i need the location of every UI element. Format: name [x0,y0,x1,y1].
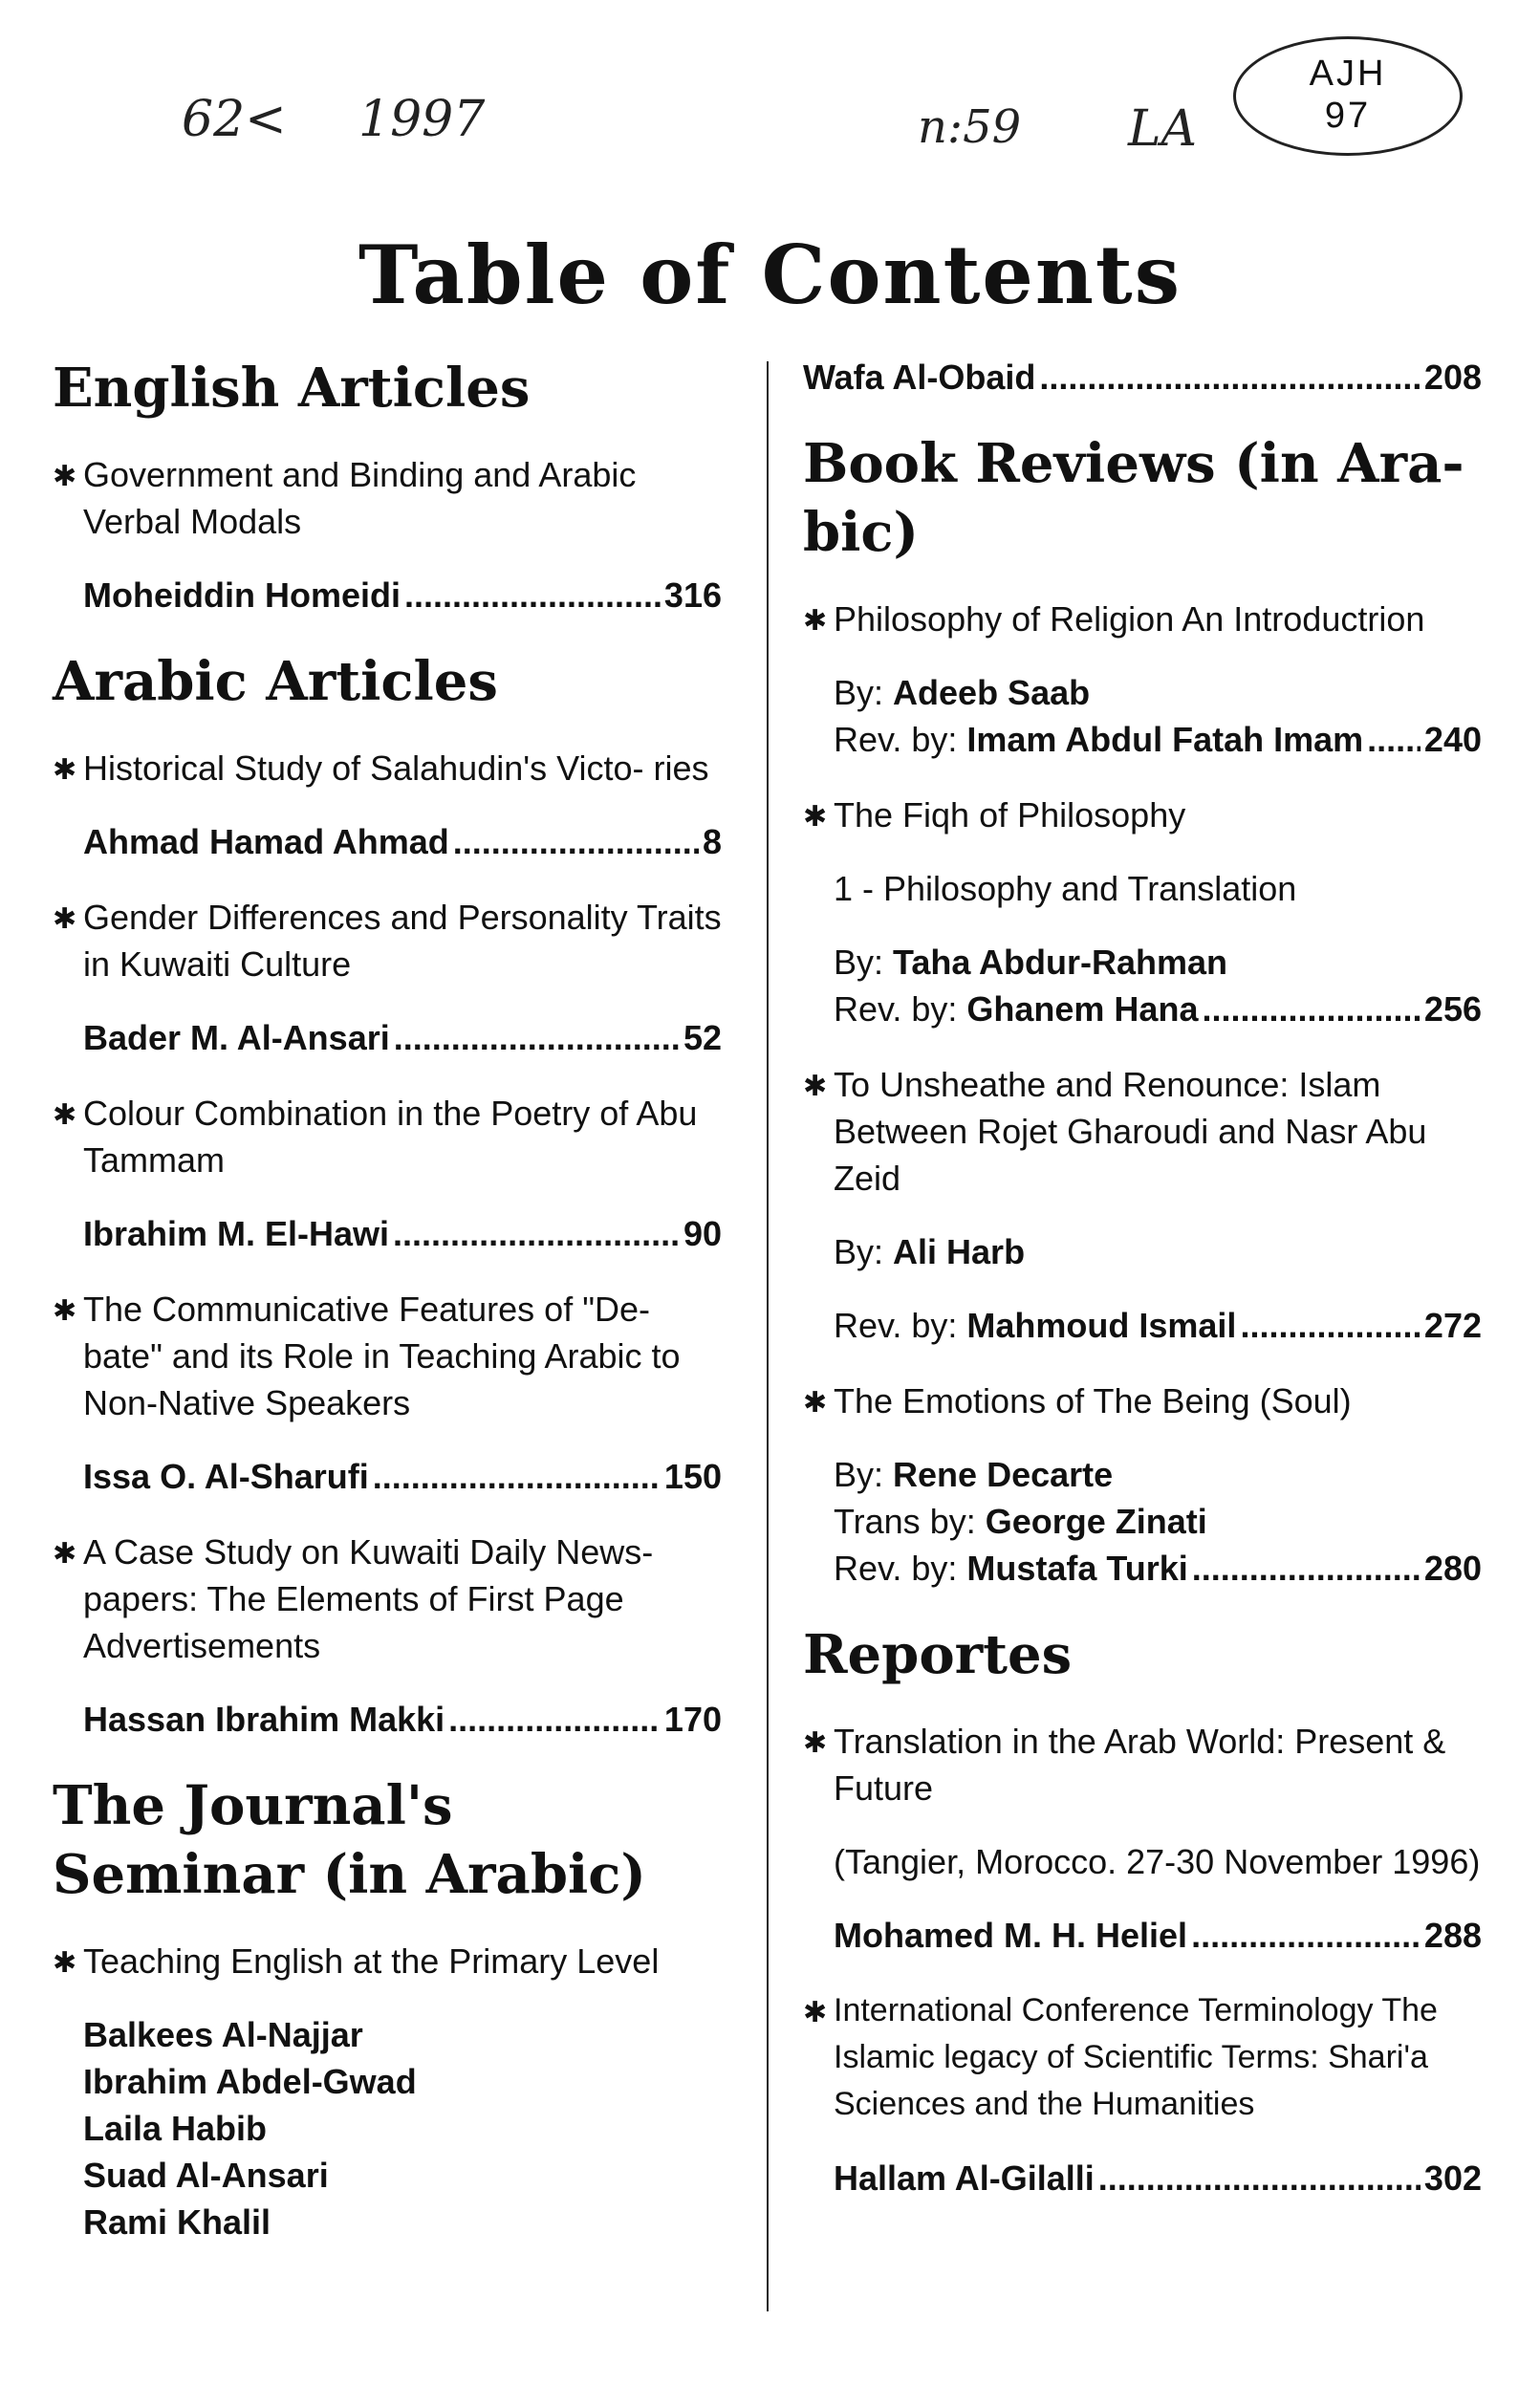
column-divider [767,361,769,2311]
leader-dots [1039,354,1421,401]
item-title: International Conference Terminology The Islamic legacy of Scientific Terms: Shari'a Sciences and the Humanities [834,1992,1438,2122]
handwritten-code-mid: n:59 [918,100,1022,154]
reviewer: Imam Abdul Fatah Imam [966,720,1364,759]
toc-item [53,451,722,545]
author: Hassan Ibrahim Makki [83,1700,445,1739]
leader-dots [1192,1545,1421,1592]
page-number: 256 [1423,989,1482,1029]
arabic-articles-heading: Arabic Articles [53,650,498,713]
leader-dots [453,818,699,865]
item-title: Historical Study of Salahudin's Victo- ries [83,748,709,788]
stamp-line-2: 97 [1324,96,1372,136]
by-line [834,1228,1482,1275]
author: Ahmad Hamad Ahmad [83,822,449,861]
by-label: By: [834,943,884,982]
author: Issa O. Al-Sharufi [83,1457,369,1496]
item-note: (Tangier, Morocco. 27-30 November 1996) [834,1842,1481,1881]
page-title: Table of Contents [358,228,1182,322]
leader-dots [393,1210,680,1257]
reviewer: Ghanem Hana [966,989,1199,1029]
item-title: The Fiqh of Philosophy [834,795,1186,835]
bullet-icon: ✱ [803,1071,828,1102]
by-name: Taha Abdur-Rahman [893,943,1228,982]
toc-item [803,1987,1482,2128]
rev-label: Rev. by: [834,1549,958,1588]
item-title: Translation in the Arab World: Present & Future [834,1722,1446,1808]
handwritten-code-right: LA [1128,100,1198,158]
author: Wafa Al-Obaid [803,358,1036,397]
left-column [53,354,722,2245]
toc-entry [803,354,1482,401]
page-number: 90 [683,1214,722,1253]
leader-dots [1367,716,1421,763]
toc-item [53,894,722,987]
reviewer: Mahmoud Ismail [966,1306,1237,1345]
page-number: 280 [1423,1549,1482,1588]
item-title: Gender Differences and Personality Traits in Kuwaiti Culture [83,898,722,984]
handwritten-code-left: 62< [182,91,287,148]
by-line [834,1451,1482,1498]
rev-label: Rev. by: [834,1306,958,1345]
toc-item [53,1529,722,1669]
leader-dots [1240,1302,1420,1349]
trans-label: Trans by: [834,1502,976,1541]
toc-entry [834,1545,1482,1592]
page-number: 8 [702,822,722,861]
reviewer: Mustafa Turki [966,1549,1188,1588]
toc-item [803,791,1482,838]
by-name: Ali Harb [893,1232,1026,1271]
page-number: 240 [1423,720,1482,759]
toc-entry [834,2155,1482,2201]
toc-item [803,1061,1482,1202]
toc-item [53,1090,722,1183]
leader-dots [1202,986,1420,1032]
author: Ibrahim M. El-Hawi [83,1214,390,1253]
reports-heading: Reportes [803,1623,1073,1686]
bullet-icon: ✱ [803,801,828,833]
toc-item [803,596,1482,642]
page-number: 52 [683,1018,722,1057]
right-column [803,354,1482,2230]
toc-entry [83,1696,722,1743]
seminar-authors [83,2011,722,2245]
bullet-icon: ✱ [803,1387,828,1419]
by-label: By: [834,1232,884,1271]
page-number: 150 [663,1457,722,1496]
item-title: Government and Binding and Arabic Verbal Modals [83,455,637,541]
item-title: Philosophy of Religion An Introductrion [834,599,1425,639]
bullet-icon: ✱ [53,1099,77,1131]
author: Moheiddin Homeidi [83,575,401,615]
book-reviews-heading: Book Reviews (in Ara- bic) [803,432,1464,564]
toc-entry [83,572,722,618]
author: Balkees Al-Najjar [83,2015,363,2054]
toc-entry [834,1912,1482,1959]
author: Suad Al-Ansari [83,2156,329,2195]
toc-entry [83,1210,722,1257]
leader-dots [394,1014,680,1061]
toc-item [53,1938,722,1984]
bullet-icon: ✱ [53,754,77,786]
by-label: By: [834,1455,884,1494]
page-number: 272 [1423,1306,1482,1345]
page-number: 170 [663,1700,722,1739]
item-title: Colour Combination in the Poetry of Abu Tammam [83,1094,698,1180]
by-name: Rene Decarte [893,1455,1114,1494]
translator: George Zinati [985,1502,1207,1541]
leader-dots [1098,2155,1421,2201]
leader-dots [373,1453,661,1500]
author: Mohamed M. H. Heliel [834,1916,1188,1955]
item-title: A Case Study on Kuwaiti Daily News- papers: The Elements of First Page Advertisements [83,1532,654,1665]
page-number: 208 [1423,358,1482,397]
author: Rami Khalil [83,2202,271,2242]
handwritten-year: 1997 [358,91,486,148]
author: Hallam Al-Gilalli [834,2158,1095,2198]
page-number: 316 [663,575,722,615]
bullet-icon: ✱ [53,461,77,492]
toc-entry [83,1014,722,1061]
author: Laila Habib [83,2109,268,2148]
bullet-icon: ✱ [803,1997,828,2028]
author: Ibrahim Abdel-Gwad [83,2062,417,2101]
bullet-icon: ✱ [53,903,77,935]
toc-item [53,1286,722,1426]
rev-label: Rev. by: [834,720,958,759]
bullet-icon: ✱ [53,1538,77,1570]
by-label: By: [834,673,884,712]
by-line [834,669,1482,716]
item-title: To Unsheathe and Renounce: Islam Between Rojet Gharoudi and Nasr Abu Zeid [834,1065,1427,1198]
item-title: The Emotions of The Being (Soul) [834,1381,1352,1420]
stamp-line-1: AJH [1309,54,1387,94]
author: Bader M. Al-Ansari [83,1018,390,1057]
toc-entry [83,818,722,865]
toc-item [53,745,722,791]
toc-entry [834,716,1482,763]
by-name: Adeeb Saab [893,673,1091,712]
toc-item [803,1718,1482,1811]
toc-entry [834,986,1482,1032]
ajh-stamp [1233,36,1463,156]
by-line [834,939,1482,986]
item-title: Teaching English at the Primary Level [83,1941,660,1981]
page-number: 288 [1423,1916,1482,1955]
bullet-icon: ✱ [53,1947,77,1979]
bullet-icon: ✱ [53,1295,77,1327]
toc-entry [834,1302,1482,1349]
english-articles-heading: English Articles [53,357,531,420]
seminar-heading: The Journal's Seminar (in Arabic) [53,1774,646,1906]
leader-dots [1191,1912,1421,1959]
leader-dots [448,1696,661,1743]
toc-entry [83,1453,722,1500]
item-title: The Communicative Features of "De- bate" and its Role in Teaching Arabic to Non-Native Speakers [83,1290,681,1422]
toc-item [803,1377,1482,1424]
item-subtitle: 1 - Philosophy and Translation [834,869,1297,908]
bullet-icon: ✱ [803,605,828,637]
page-number: 302 [1423,2158,1482,2198]
rev-label: Rev. by: [834,989,958,1029]
trans-line [834,1498,1482,1545]
bullet-icon: ✱ [803,1727,828,1759]
leader-dots [404,572,661,618]
